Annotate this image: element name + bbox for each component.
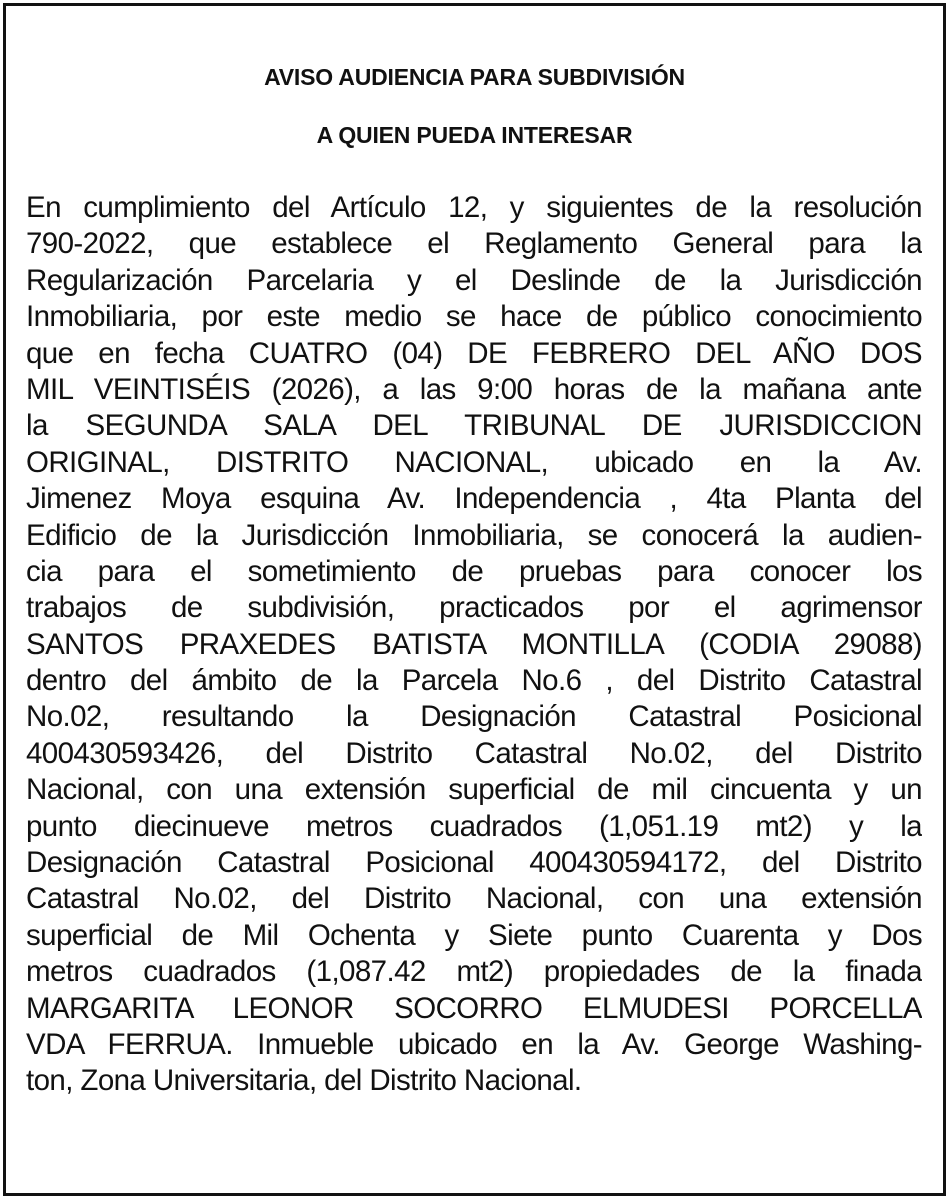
body-line: 400430593426, del Distrito Catastral No.02, del Distrito	[26, 736, 922, 770]
body-line: Nacional, con una extensión superficial de mil cincuenta y un	[26, 773, 922, 807]
body-line: ORIGINAL, DISTRITO NACIONAL, ubicado en la Av.	[26, 445, 922, 479]
body-line: Jimenez Moya esquina Av. Independencia , 4ta Planta del	[26, 482, 922, 516]
body-line: trabajos de subdivisión, practicados por el agrimensor	[26, 591, 922, 625]
body-line: Designación Catastral Posicional 400430594172, del Distrito	[26, 846, 922, 880]
body-line: VDA FERRUA. Inmueble ubicado en la Av. George Washing-	[26, 1027, 922, 1061]
body-line: Regularización Parcelaria y el Deslinde de la Jurisdicción	[26, 263, 922, 297]
body-line: Catastral No.02, del Distrito Nacional, con una extensión	[26, 882, 922, 916]
body-line: cia para el sometimiento de pruebas para conocer los	[26, 554, 922, 588]
body-line: SANTOS PRAXEDES BATISTA MONTILLA (CODIA 29088)	[26, 627, 922, 661]
body-line: 790-2022, que establece el Reglamento General para la	[26, 227, 922, 261]
body-line: En cumplimiento del Artículo 12, y siguientes de la resolución	[26, 191, 922, 224]
body-line: MARGARITA LEONOR SOCORRO ELMUDESI PORCELLA	[26, 991, 922, 1025]
body-line: No.02, resultando la Designación Catastral Posicional	[26, 700, 922, 734]
body-line: la SEGUNDA SALA DEL TRIBUNAL DE JURISDICCION	[26, 409, 922, 443]
body-line: Inmobiliaria, por este medio se hace de público conocimiento	[26, 300, 922, 334]
notice-body	[26, 190, 922, 1100]
body-line: dentro del ámbito de la Parcela No.6 , del Distrito Catastral	[26, 664, 922, 698]
notice-subtitle: A QUIEN PUEDA INTERESAR	[316, 122, 633, 148]
body-line: ton, Zona Universitaria, del Distrito Nacional.	[26, 1064, 582, 1098]
body-line: Edificio de la Jurisdicción Inmobiliaria, se conocerá la audien-	[26, 518, 922, 552]
body-line: metros cuadrados (1,087.42 mt2) propiedades de la finada	[26, 955, 922, 989]
body-line: que en fecha CUATRO (04) DE FEBRERO DEL AÑO DOS	[26, 336, 922, 370]
body-line: punto diecinueve metros cuadrados (1,051.19 mt2) y la	[26, 809, 922, 843]
body-line: superficial de Mil Ochenta y Siete punto Cuarenta y Dos	[26, 918, 922, 952]
notice-title: AVISO AUDIENCIA PARA SUBDIVISIÓN	[264, 64, 685, 90]
notice-frame	[3, 3, 946, 1196]
body-line: MIL VEINTISÉIS (2026), a las 9:00 horas de la mañana ante	[26, 372, 922, 406]
